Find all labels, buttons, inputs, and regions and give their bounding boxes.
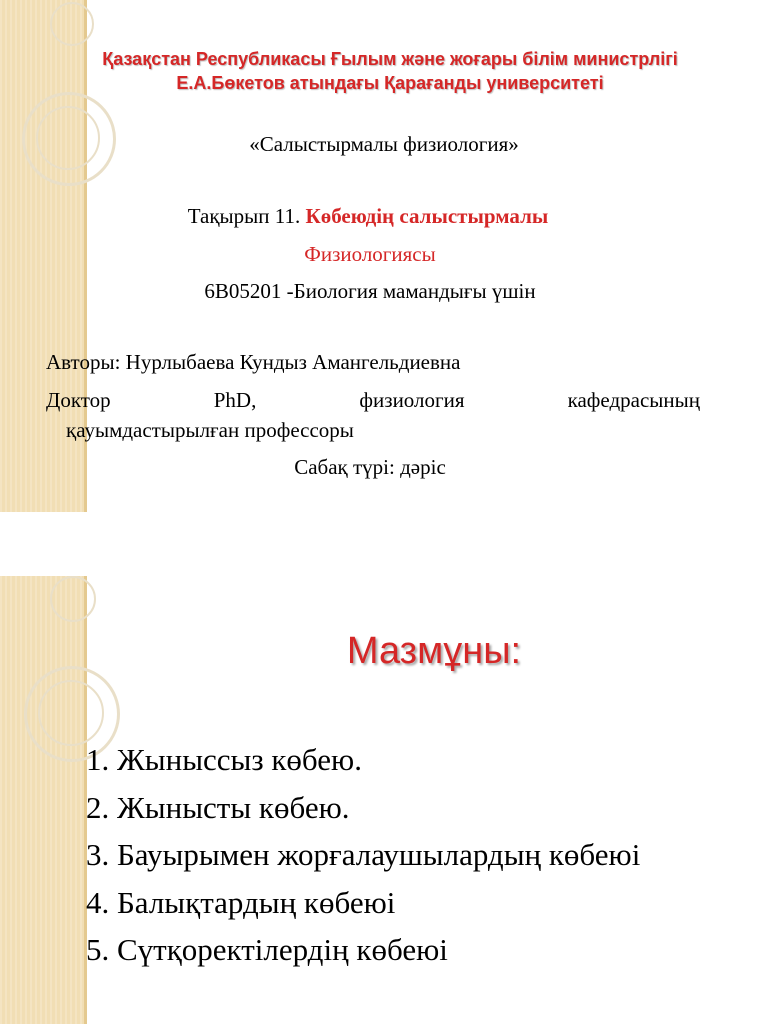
authors-line: Авторы: Нурлыбаева Кундыз Амангельдиевна	[46, 350, 461, 374]
slide-gap	[0, 512, 768, 576]
decorative-ring	[50, 576, 96, 622]
degree-word: физиология	[359, 388, 465, 412]
decorative-ring	[50, 2, 94, 46]
header-university: Е.А.Бөкетов атындағы Қарағанды университеті	[176, 73, 604, 93]
degree-word: кафедрасының	[567, 388, 700, 412]
topic-line	[0, 204, 736, 228]
contents-slide	[0, 576, 768, 1024]
degree-word: PhD,	[213, 388, 257, 412]
author-degree-row	[46, 388, 700, 412]
list-item: 1. Жыныссыз көбею.	[86, 742, 362, 777]
lesson-type: Сабақ түрі: дәріс	[294, 455, 446, 479]
contents-list	[86, 736, 640, 974]
professor-line: қауымдастырылған профессоры	[66, 418, 354, 442]
topic-title: Көбеюдің салыстырмалы	[305, 204, 549, 228]
contents-title: Мазмұны:	[346, 630, 522, 672]
degree-word: Доктор	[46, 388, 111, 412]
university-header	[40, 47, 740, 95]
list-item: 3. Бауырымен жорғалаушылардың көбеюі	[86, 837, 641, 872]
topic-title-continued: Физиологиясы	[304, 242, 436, 266]
subject-title: «Салыстырмалы физиология»	[249, 132, 519, 156]
list-item: 4. Балықтардың көбеюі	[86, 884, 396, 920]
topic-prefix: Тақырып 11.	[187, 204, 301, 228]
header-ministry: Қазақстан Республикасы Ғылым және жоғары білім министрлігі	[102, 49, 678, 69]
specialty-line: 6В05201 -Биология мамандығы үшін	[204, 279, 536, 303]
list-item: 5. Сүтқоректілердің көбеюі	[86, 932, 448, 967]
list-item: 2. Жынысты көбею.	[86, 789, 350, 825]
